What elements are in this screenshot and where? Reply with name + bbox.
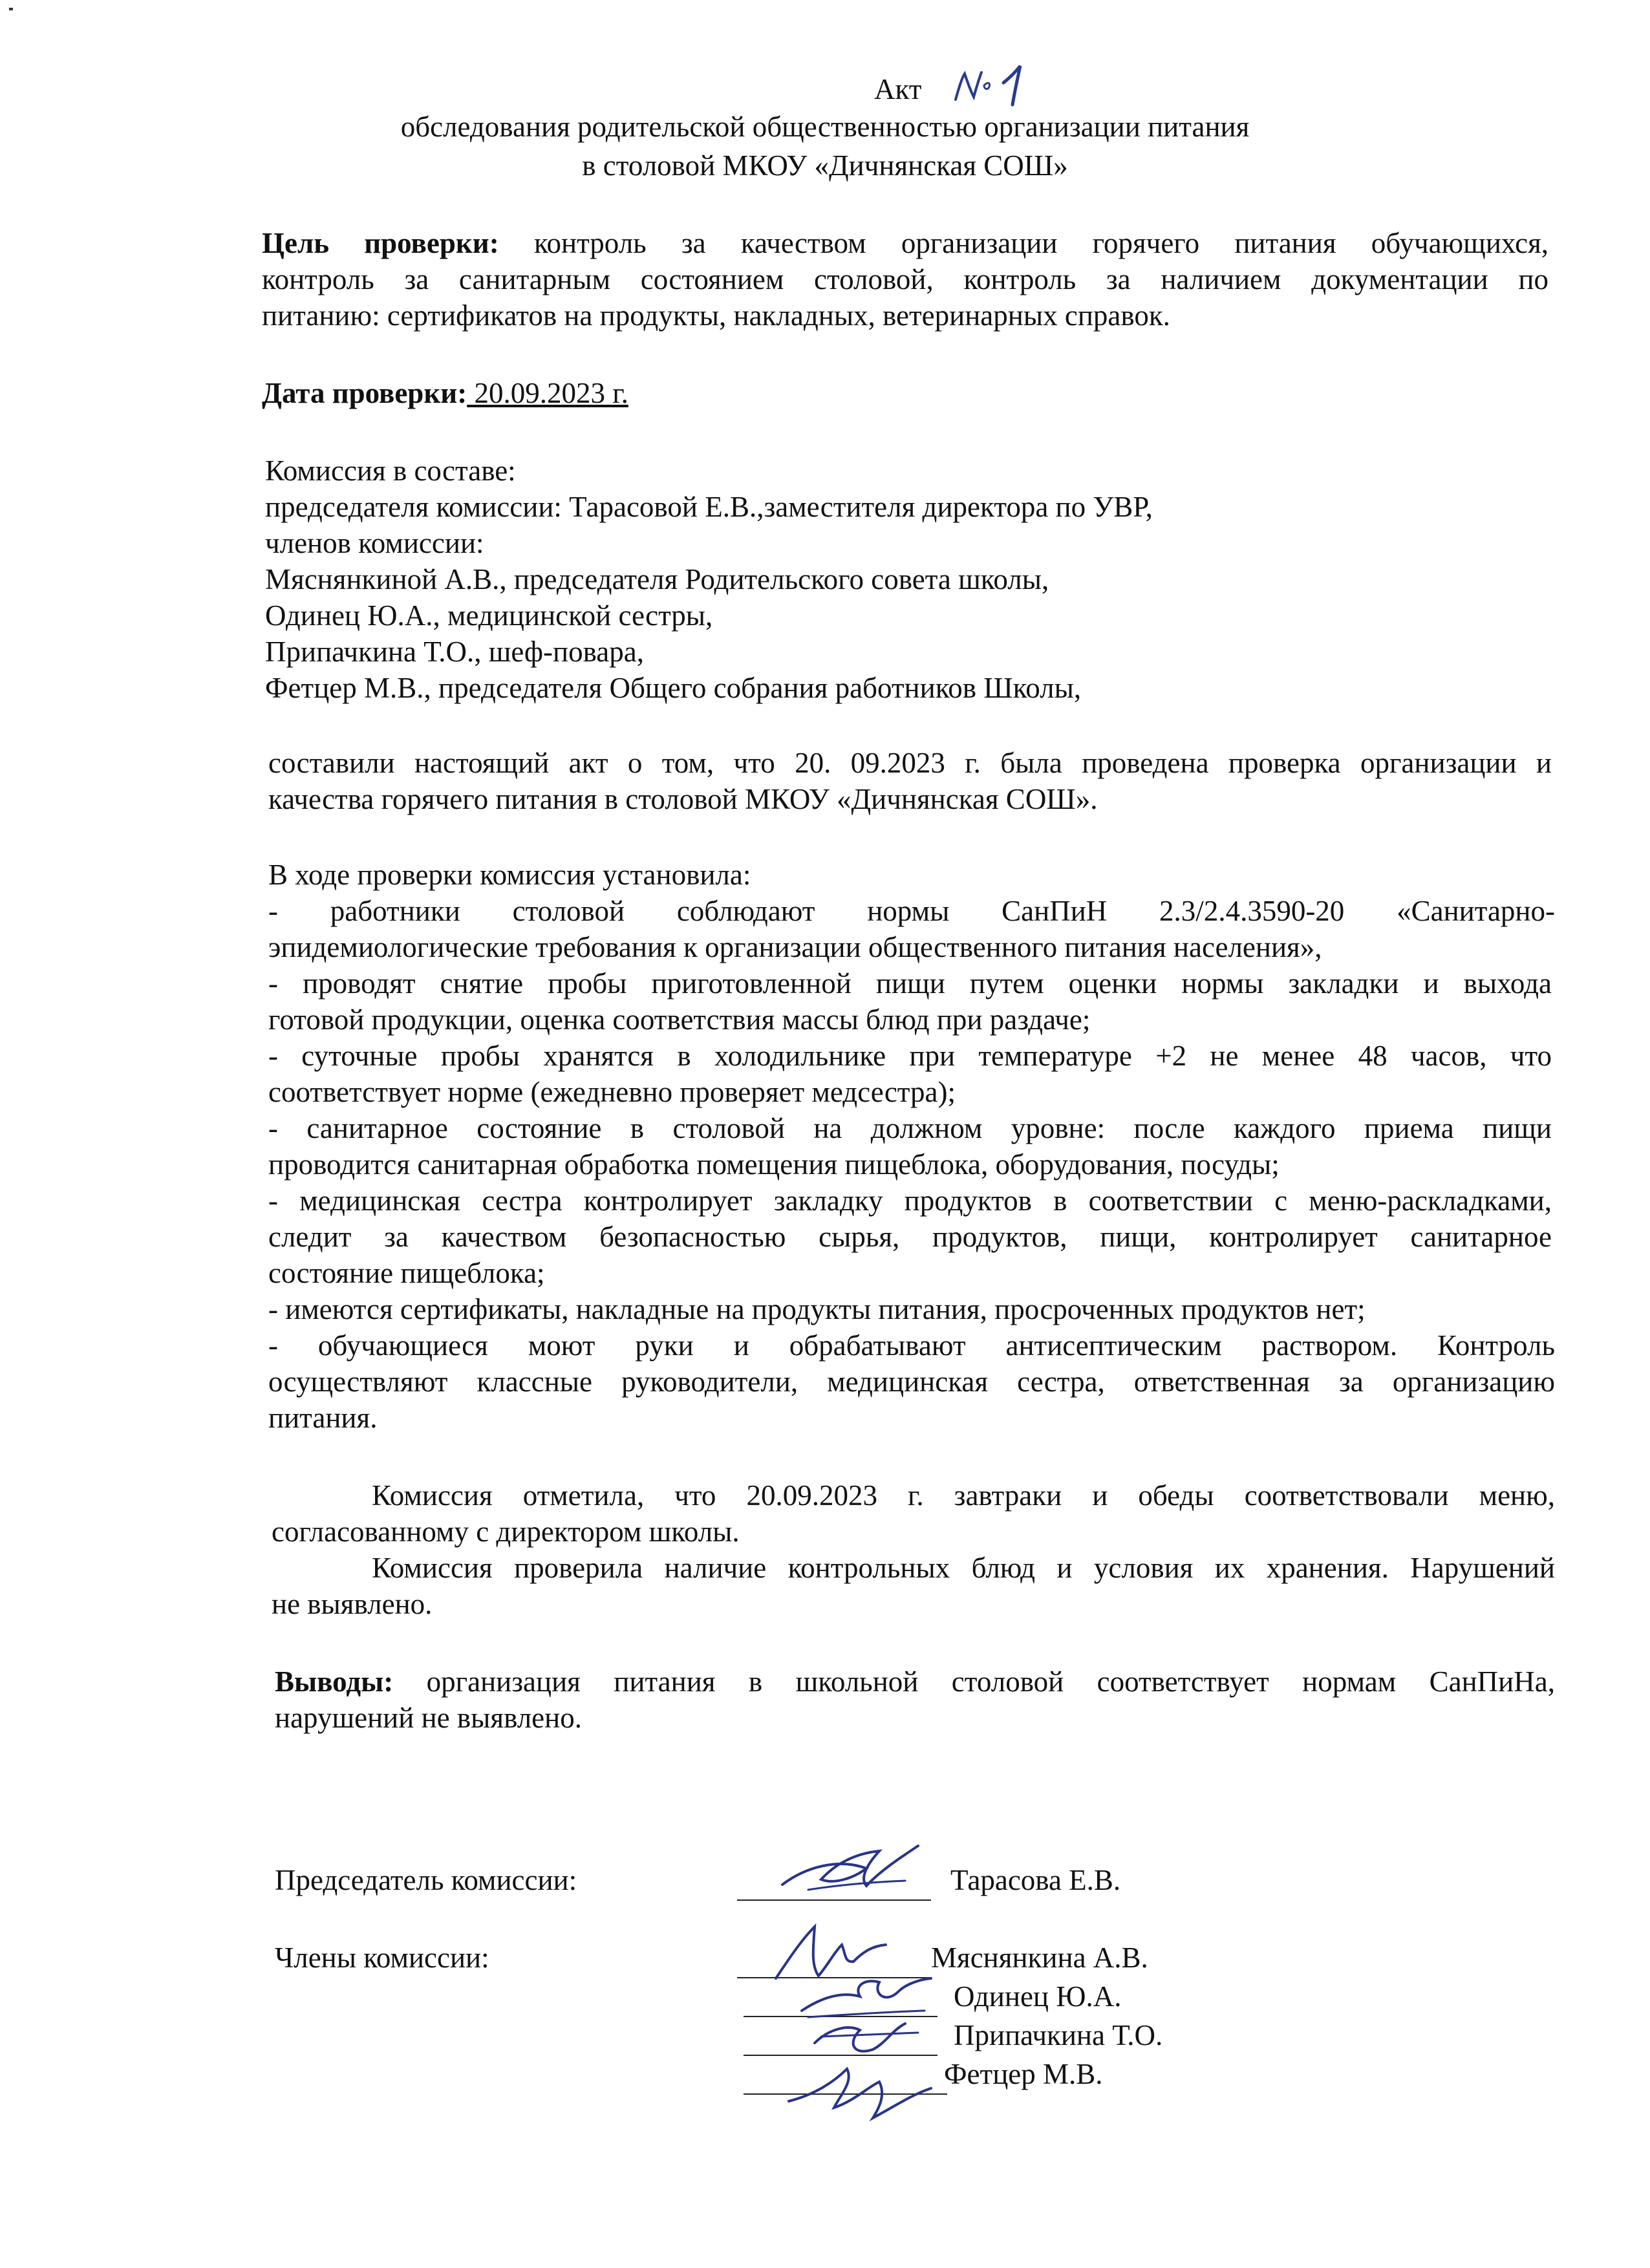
- chair-name: Тарасова Е.В.: [950, 1864, 1121, 1896]
- noted-text-1: Комиссия отметила, что 20.09.2023 г. завтраки и обеды соответствовали меню,: [372, 1479, 1555, 1512]
- commission-line: Комиссия в составе:: [265, 455, 516, 487]
- date-label: Дата проверки:: [262, 377, 467, 409]
- act-subtitle-line-1: обследования родительской общественностью организации питания: [400, 111, 1250, 143]
- scan-speck: [9, 8, 13, 10]
- finding-line: - имеются сертификаты, накладные на продукты питания, просроченных продуктов нет;: [268, 1293, 1366, 1325]
- conclusion-line-1: [275, 1664, 1555, 1700]
- finding-line: питания.: [268, 1402, 378, 1434]
- commission-line: членов комиссии:: [265, 527, 484, 559]
- finding-line: эпидемиологические требования к организации общественного питания населения»,: [268, 931, 1322, 963]
- member-name: Мяснянкина А.В.: [931, 1942, 1148, 1974]
- conclusion-text-2: нарушений не выявлено.: [275, 1702, 582, 1734]
- commission-line: Одинец Ю.А., медицинской сестры,: [265, 599, 713, 632]
- member-name: Припачкина Т.О.: [954, 2019, 1163, 2051]
- commission-line: Припачкина Т.О., шеф-повара,: [265, 636, 644, 668]
- checked-text-1: Комиссия проверила наличие контрольных блюд и условия их хранения. Нарушений: [372, 1552, 1555, 1584]
- finding-line: - обучающиеся моют руки и обрабатывают антисептическим раствором. Контроль: [268, 1329, 1555, 1362]
- date-value: 20.09.2023 г.: [467, 377, 628, 409]
- conclusion-label: Выводы:: [275, 1665, 394, 1698]
- finding-line: - санитарное состояние в столовой на должном уровне: после каждого приема пищи: [268, 1112, 1552, 1144]
- member-name: Фетцер М.В.: [944, 2058, 1103, 2090]
- conclusion-text-1: организация питания в школьной столовой соответствует нормам СанПиНа,: [426, 1665, 1555, 1698]
- act-subtitle-line-2: в столовой МКОУ «Дичнянская СОШ»: [582, 149, 1068, 182]
- finding-line: - суточные пробы хранятся в холодильнике при температуре +2 не менее 48 часов, что: [268, 1040, 1552, 1072]
- commission-line: Мяснянкиной А.В., председателя Родительского совета школы,: [265, 563, 1049, 595]
- goal-text-1: контроль за качеством организации горячего питания обучающихся,: [533, 227, 1549, 259]
- goal-text-2: контроль за санитарным состоянием столовой, контроль за наличием документации по: [262, 263, 1548, 295]
- noted-text-2: согласованному с директором школы.: [272, 1515, 740, 1548]
- commission-line: председателя комиссии: Тарасовой Е.В.,заместителя директора по УВР,: [265, 491, 1153, 523]
- member-name: Одинец Ю.А.: [954, 1980, 1122, 2013]
- finding-line: проводится санитарная обработка помещения пищеблока, оборудования, посуды;: [268, 1148, 1280, 1181]
- goal-label: Цель проверки:: [262, 227, 499, 259]
- members-label: Члены комиссии:: [275, 1942, 489, 1974]
- finding-line: соответствует норме (ежедневно проверяет медсестра);: [268, 1076, 956, 1108]
- inspection-date-row: [262, 375, 628, 411]
- chair-label: Председатель комиссии:: [275, 1864, 577, 1896]
- finding-line: - проводят снятие пробы приготовленной пищи путем оценки нормы закладки и выхода: [268, 967, 1552, 1000]
- findings-intro: В ходе проверки комиссия установила:: [268, 859, 751, 891]
- finding-line: состояние пищеблока;: [268, 1257, 545, 1289]
- goal-paragraph-line-1: [262, 225, 1548, 261]
- goal-text-3: питанию: сертификатов на продукты, накладных, ветеринарных справок.: [262, 299, 1170, 332]
- chair-handwritten-signature: [769, 1839, 938, 1910]
- member-handwritten-signature: [776, 2043, 944, 2127]
- composed-text-1: составили настоящий акт о том, что 20. 09.2023 г. была проведена проверка организации и: [268, 747, 1552, 779]
- finding-line: осуществляют классные руководители, медицинская сестра, ответственная за организацию: [268, 1365, 1555, 1398]
- commission-line: Фетцер М.В., председателя Общего собрания работников Школы,: [265, 672, 1082, 704]
- composed-text-2: качества горячего питания в столовой МКОУ «Дичнянская СОШ».: [268, 783, 1098, 815]
- finding-line: - работники столовой соблюдают нормы СанПиН 2.3/2.4.3590-20 «Санитарно-: [268, 895, 1555, 927]
- handwritten-act-number: [950, 59, 1047, 111]
- finding-line: следит за качеством безопасностью сырья, продуктов, пищи, контролирует санитарное: [268, 1221, 1552, 1253]
- finding-line: - медицинская сестра контролирует закладку продуктов в соответствии с меню-раскладками,: [268, 1184, 1552, 1217]
- finding-line: готовой продукции, оценка соответствия массы блюд при раздаче;: [268, 1003, 1091, 1036]
- act-title: Акт: [874, 73, 922, 105]
- checked-text-2: не выявлено.: [272, 1588, 433, 1620]
